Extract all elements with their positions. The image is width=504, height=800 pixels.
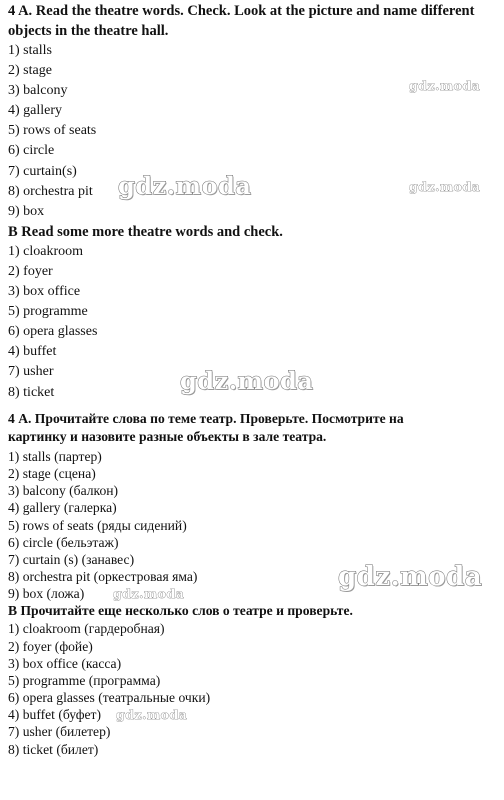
list-item: 7) curtain (s) (занавес) <box>8 551 135 567</box>
list-item: 2) stage <box>8 63 52 79</box>
english-section <box>8 1 500 403</box>
list-item: 6) circle (бельэтаж) <box>8 534 119 550</box>
list-item: 2) foyer <box>8 263 53 279</box>
list-item: 6) opera glasses (театральные очки) <box>8 690 211 706</box>
list-item: 1) cloakroom <box>8 243 84 259</box>
watermark: gdz.moda <box>409 179 481 194</box>
list-item: 2) stage (сцена) <box>8 466 96 482</box>
watermark: gdz.moda <box>116 707 188 722</box>
list-item: 6) circle <box>8 143 55 159</box>
list-item: 2) foyer (фойе) <box>8 638 93 654</box>
watermark: gdz.moda <box>338 562 483 592</box>
watermark: gdz.moda <box>409 78 481 93</box>
heading-b-ru: В Прочитайте еще несколько слов о театре и проверьте. <box>8 603 353 619</box>
list-item: 4) gallery <box>8 103 63 119</box>
list-b-ru <box>8 620 500 757</box>
list-item: 7) curtain(s) <box>8 163 77 179</box>
list-item: 3) balcony (балкон) <box>8 483 119 499</box>
heading-a-en <box>8 1 500 41</box>
list-item: 5) rows of seats <box>8 123 97 139</box>
heading-a-ru-line1: 4 А. Прочитайте слова по теме театр. Проверьте. Посмотрите на <box>8 411 404 426</box>
watermark: gdz.moda <box>118 171 252 200</box>
list-a-en <box>8 41 500 222</box>
list-item: 3) box office (касса) <box>8 655 122 671</box>
list-item: 9) box <box>8 203 45 219</box>
list-item: 7) usher <box>8 364 54 380</box>
list-item: 9) box (ложа) <box>8 586 85 602</box>
list-item: 1) stalls (партер) <box>8 449 102 464</box>
heading-a-en-line2: objects in the theatre hall. <box>8 23 169 39</box>
list-item: 1) stalls <box>8 43 52 58</box>
list-item: 5) programme <box>8 304 88 320</box>
list-item: 6) opera glasses <box>8 324 98 340</box>
heading-a-en-line1: 4 A. Read the theatre words. Check. Look at the picture and name different <box>8 3 475 19</box>
list-item: 4) gallery (галерка) <box>8 500 117 516</box>
list-item: 3) balcony <box>8 83 68 99</box>
list-item: 8) orchestra pit <box>8 183 93 199</box>
list-item: 8) orchestra pit (оркестровая яма) <box>8 569 198 585</box>
list-item: 4) buffet <box>8 344 57 360</box>
list-item: 4) buffet (буфет) <box>8 707 102 723</box>
list-item: 1) cloakroom (гардеробная) <box>8 621 165 637</box>
watermark: gdz.moda <box>113 586 185 601</box>
list-item: 5) rows of seats (ряды сидений) <box>8 517 187 533</box>
heading-a-ru <box>8 410 500 446</box>
list-item: 5) programme (программа) <box>8 672 161 688</box>
heading-a-ru-line2: картинку и назовите разные объекты в зале театра. <box>8 429 327 444</box>
list-item: 8) ticket (билет) <box>8 741 99 757</box>
list-item: 3) box office <box>8 284 81 300</box>
list-item: 7) usher (билетер) <box>8 724 111 740</box>
watermark: gdz.moda <box>180 366 314 395</box>
heading-b-en: B Read some more theatre words and check. <box>8 223 283 240</box>
list-item: 8) ticket <box>8 384 55 400</box>
